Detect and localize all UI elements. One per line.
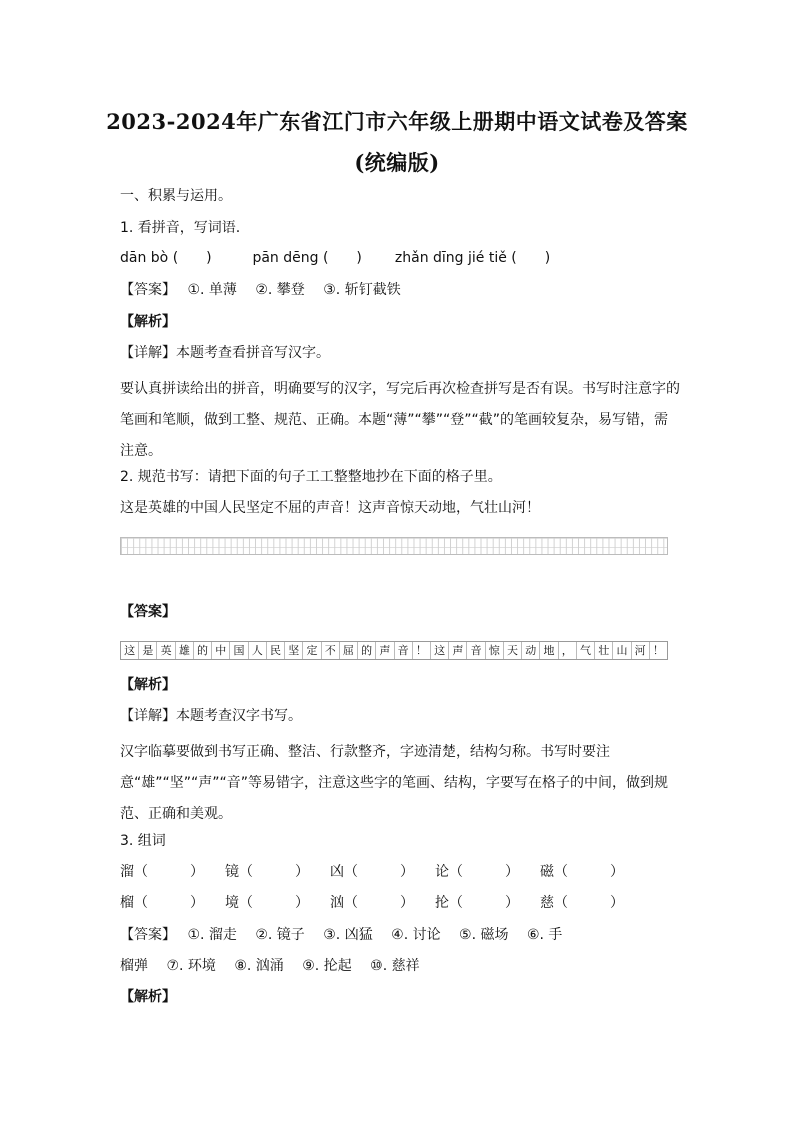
word-item: 磁（ ） xyxy=(540,864,624,880)
answer-grid-cell: 声 xyxy=(449,642,467,659)
pinyin-item: pān dēng ( ) xyxy=(252,250,362,266)
question-2-analysis-label: 【解析】 xyxy=(120,677,176,693)
answer-grid-cell: 国 xyxy=(230,642,248,659)
answer-grid-cell: ！ xyxy=(413,642,431,659)
question-1-analysis-label: 【解析】 xyxy=(120,314,176,330)
question-1-answer: 【答案】 ①. 单薄 ②. 攀登 ③. 斩钉截铁 xyxy=(120,282,401,298)
document-title: 2023-2024年广东省江门市六年级上册期中语文试卷及答案 xyxy=(106,109,688,134)
answer-grid-cell: 的 xyxy=(358,642,376,659)
answer-grid xyxy=(120,641,668,660)
question-1-prompt: 1. 看拼音，写词语. xyxy=(120,220,241,236)
writing-grid xyxy=(120,537,668,555)
answer-grid-cell: ， xyxy=(559,642,577,659)
word-item: 溜（ ） xyxy=(120,864,204,880)
answer-grid-cell: 音 xyxy=(467,642,485,659)
answer-grid-cell: 是 xyxy=(139,642,157,659)
question-3-analysis-label: 【解析】 xyxy=(120,989,176,1005)
answer-grid-cell: 中 xyxy=(212,642,230,659)
question-2-answer-label: 【答案】 xyxy=(120,604,176,620)
answer-grid-cell: 定 xyxy=(303,642,321,659)
word-item: 抡（ ） xyxy=(435,895,519,911)
question-3-answer: 【答案】 ①. 溜走 ②. 镜子 ③. 凶猛 ④. 讨论 ⑤. 磁场 ⑥. 手 xyxy=(120,927,563,943)
answer-grid-cell: 山 xyxy=(613,642,631,659)
question-2-prompt: 2. 规范书写：请把下面的句子工工整整地抄在下面的格子里。 xyxy=(120,469,502,485)
question-3-answer-continued: 榴弹 ⑦. 环境 ⑧. 汹涌 ⑨. 抡起 ⑩. 慈祥 xyxy=(120,958,420,974)
answer-grid-cell: 的 xyxy=(194,642,212,659)
answer-grid-cell: 屈 xyxy=(340,642,358,659)
word-item: 镜（ ） xyxy=(225,864,309,880)
answer-grid-cell: 壮 xyxy=(595,642,613,659)
answer-grid-cell: 英 xyxy=(157,642,175,659)
question-2-sentence: 这是英雄的中国人民坚定不屈的声音！这声音惊天动地，气壮山河！ xyxy=(120,500,540,516)
answer-grid-cell: 河 xyxy=(632,642,650,659)
word-item: 论（ ） xyxy=(435,864,519,880)
answer-grid-cell: 惊 xyxy=(486,642,504,659)
word-item: 境（ ） xyxy=(225,895,309,911)
answer-grid-cell: 人 xyxy=(249,642,267,659)
question-1-pinyin xyxy=(120,248,680,268)
word-item: 慈（ ） xyxy=(540,895,624,911)
section-heading: 一、积累与运用。 xyxy=(120,188,232,204)
answer-grid-cell: ！ xyxy=(652,644,664,657)
answer-grid-cell: 天 xyxy=(504,642,522,659)
document-subtitle: (统编版) xyxy=(354,150,440,175)
question-1-explanation: 要认真拼读给出的拼音，明确要写的汉字，写完后再次检查拼写是否有误。书写时注意字的笔画和笔顺，做到工整、规范、正确。本题“薄”“攀”“登”“截”的笔画较复杂，易写错，需注意。 xyxy=(120,381,680,459)
pinyin-item: zhǎn dīng jié tiě ( ) xyxy=(394,250,551,266)
answer-grid-cell: 不 xyxy=(322,642,340,659)
word-item: 榴（ ） xyxy=(120,895,204,911)
answer-grid-cell: 气 xyxy=(577,642,595,659)
question-1-detail: 【详解】本题考查看拼音写汉字。 xyxy=(120,345,330,361)
answer-grid-cell: 民 xyxy=(267,642,285,659)
answer-grid-cell: 这 xyxy=(431,642,449,659)
question-2-detail: 【详解】本题考查汉字书写。 xyxy=(120,708,302,724)
answer-grid-cell: 动 xyxy=(522,642,540,659)
answer-grid-cell: 坚 xyxy=(285,642,303,659)
answer-grid-cell: 这 xyxy=(121,642,139,659)
answer-grid-cell: 地 xyxy=(540,642,558,659)
answer-grid-cell: 雄 xyxy=(176,642,194,659)
answer-grid-cell: 声 xyxy=(376,642,394,659)
answer-grid-cell: 音 xyxy=(395,642,413,659)
question-2-explanation: 汉字临摹要做到书写正确、整洁、行款整齐，字迹清楚，结构匀称。书写时要注意“雄”“坚”“声”“音”等易错字，注意这些字的笔画、结构，字要写在格子的中间，做到规范、正确和美观。 xyxy=(120,744,669,822)
word-item: 凶（ ） xyxy=(330,864,414,880)
question-3-prompt: 3. 组词 xyxy=(120,833,166,849)
word-item: 汹（ ） xyxy=(330,895,414,911)
pinyin-item: dān bò ( ) xyxy=(120,250,212,266)
